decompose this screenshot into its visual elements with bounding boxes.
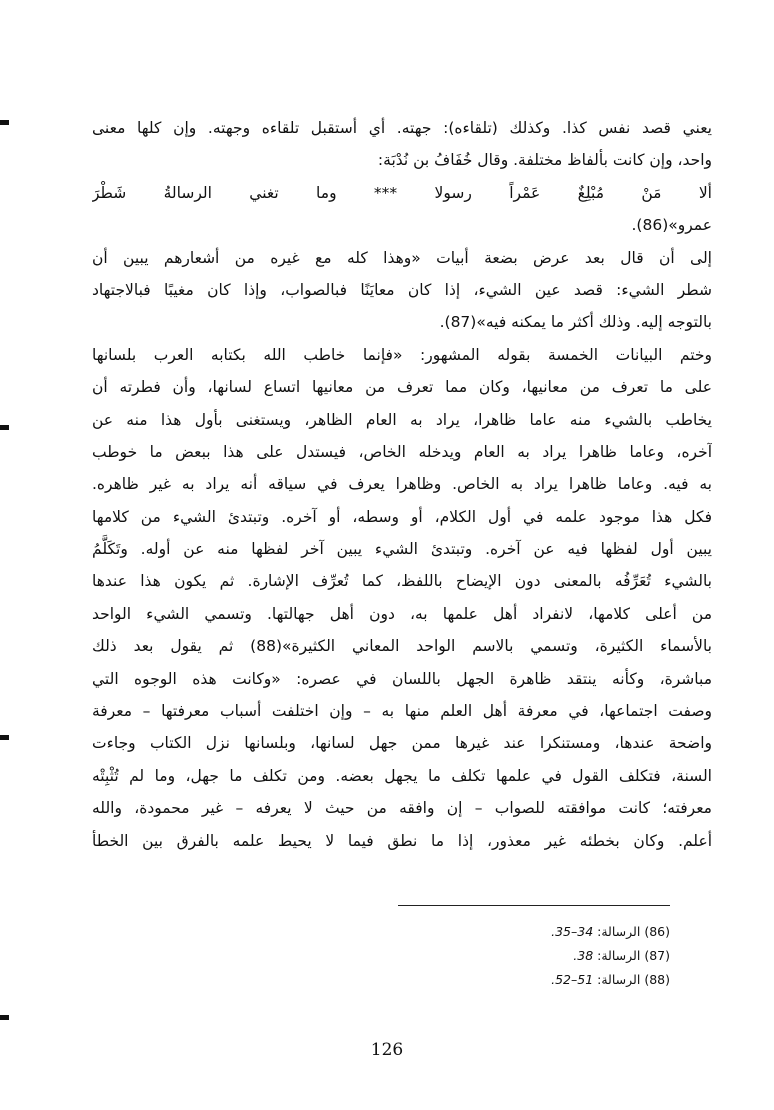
text-line: فكل هذا موجود علمه في أول الكلام، أو وسطه، أو آخره. وتبتدئ الشيء من كلامها	[92, 507, 712, 526]
text-line: به فيه. وعاما ظاهرا يراد به الخاص. وظاهرا يعرف في سياقه أنه يراد به غير ظاهره.	[92, 475, 712, 494]
text-line: بالشيء تُعَرِّفُه بالمعنى دون الإيضاح باللفظ، كما تُعرِّف الإشارة. ثم يكون هذا عندها	[92, 572, 712, 591]
footnote	[398, 944, 670, 968]
text-line: واضحة عندها، ومستنكرا عند غيرها ممن جهل لسانها، وبلسانها نزل الكتاب وجاءت	[92, 734, 712, 753]
footnotes	[398, 920, 670, 992]
verse-line: ألا مَنْ مُبْلِغٌ عَمْراً رسولا *** وما تغني الرسالةُ شَطْرَ	[92, 183, 712, 202]
footnote-number: (86)	[644, 924, 670, 939]
footnote-pages: 34–35.	[551, 924, 594, 939]
text-line: السنة، فتكلف القول في علمها تكلف ما يجهل بعضه. ومن تكلف ما جهل، وما لم تُثْبِتْه	[92, 766, 712, 785]
text-line: يبين أول لفظها فيه عن آخره. وتبتدئ الشيء يبين آخر لفظها منه عن أوله. وتَكَلَّمُ	[92, 540, 712, 559]
footnote-number: (87)	[644, 948, 670, 963]
footnote-divider	[398, 905, 670, 906]
text-line: مباشرة، وكأنه ينتقد ظاهرة الجهل باللسان في عصره: «وكانت هذه الوجوه التي	[92, 669, 712, 688]
text-line: عمرو»(86).	[631, 216, 712, 235]
body-text	[92, 112, 712, 857]
text-line: إلى أن قال بعد عرض بضعة أبيات «وهذا كله مع غيره من أشعارهم يبين أن	[92, 248, 712, 267]
text-line: بالأسماء الكثيرة، وتسمي بالاسم الواحد المعاني الكثيرة»(88) ثم يقول بعد ذلك	[92, 637, 712, 656]
text-line: من أعلى كلامها، لانفراد أهل علمها به، دون أهل جهالتها. وتسمي الشيء الواحد	[92, 604, 712, 623]
footnote-pages: 38.	[573, 948, 594, 963]
text-line: شطر الشيء: قصد عين الشيء، إذا كان معايَنًا فبالصواب، وإذا كان مغيبًا فبالاجتهاد	[92, 280, 712, 299]
text-line: واحد، وإن كانت بألفاظ مختلفة. وقال خُفَافُ بن نُدْبَة:	[377, 151, 712, 170]
text-line: بالتوجه إليه. وذلك أكثر ما يمكنه فيه»(87).	[439, 313, 712, 332]
margin-mark	[0, 735, 9, 740]
text-line: أعلم. وكان بخطئه غير معذور، إذا ما نطق فيما لا يحيط علمه بالفرق بين الخطأ	[92, 831, 712, 850]
margin-mark	[0, 120, 9, 125]
text-line: على ما تعرف من معانيها، وكان مما تعرف من معانيها اتساع لسانها، وأن فطرته أن	[92, 378, 712, 397]
margin-mark	[0, 425, 9, 430]
footnote	[398, 968, 670, 992]
text-line: وصفت اجتماعها، في معرفة أهل العلم منها به – وإن اختلفت أسباب معرفتها – معرفة	[92, 702, 712, 721]
footnote-source: الرسالة:	[597, 948, 641, 963]
footnote-pages: 51–52.	[551, 972, 594, 987]
margin-mark	[0, 1015, 9, 1020]
text-line: وختم البيانات الخمسة بقوله المشهور: «فإنما خاطب الله بكتابه العرب بلسانها	[92, 345, 712, 364]
text-line: يعني قصد نفس كذا. وكذلك (تلقاءه): جهته. أي أستقبل تلقاءه وجهته. وإن كلها معنى	[92, 119, 712, 137]
footnote-source: الرسالة:	[597, 924, 641, 939]
page-number: 126	[370, 1040, 404, 1060]
text-line: يخاطب بالشيء منه عاما ظاهرا، يراد به العام الظاهر، ويستغنى بأول هذا منه عن	[92, 410, 712, 429]
footnote	[398, 920, 670, 944]
footnote-source: الرسالة:	[597, 972, 641, 987]
footnote-number: (88)	[644, 972, 670, 987]
text-line: آخره، وعاما ظاهرا يراد به العام ويدخله الخاص، فيستدل على هذا ببعض ما خوطب	[92, 442, 712, 461]
text-line: معرفته؛ كانت موافقته للصواب – إن وافقه من حيث لا يعرفه – غير محمودة، والله	[92, 799, 712, 818]
